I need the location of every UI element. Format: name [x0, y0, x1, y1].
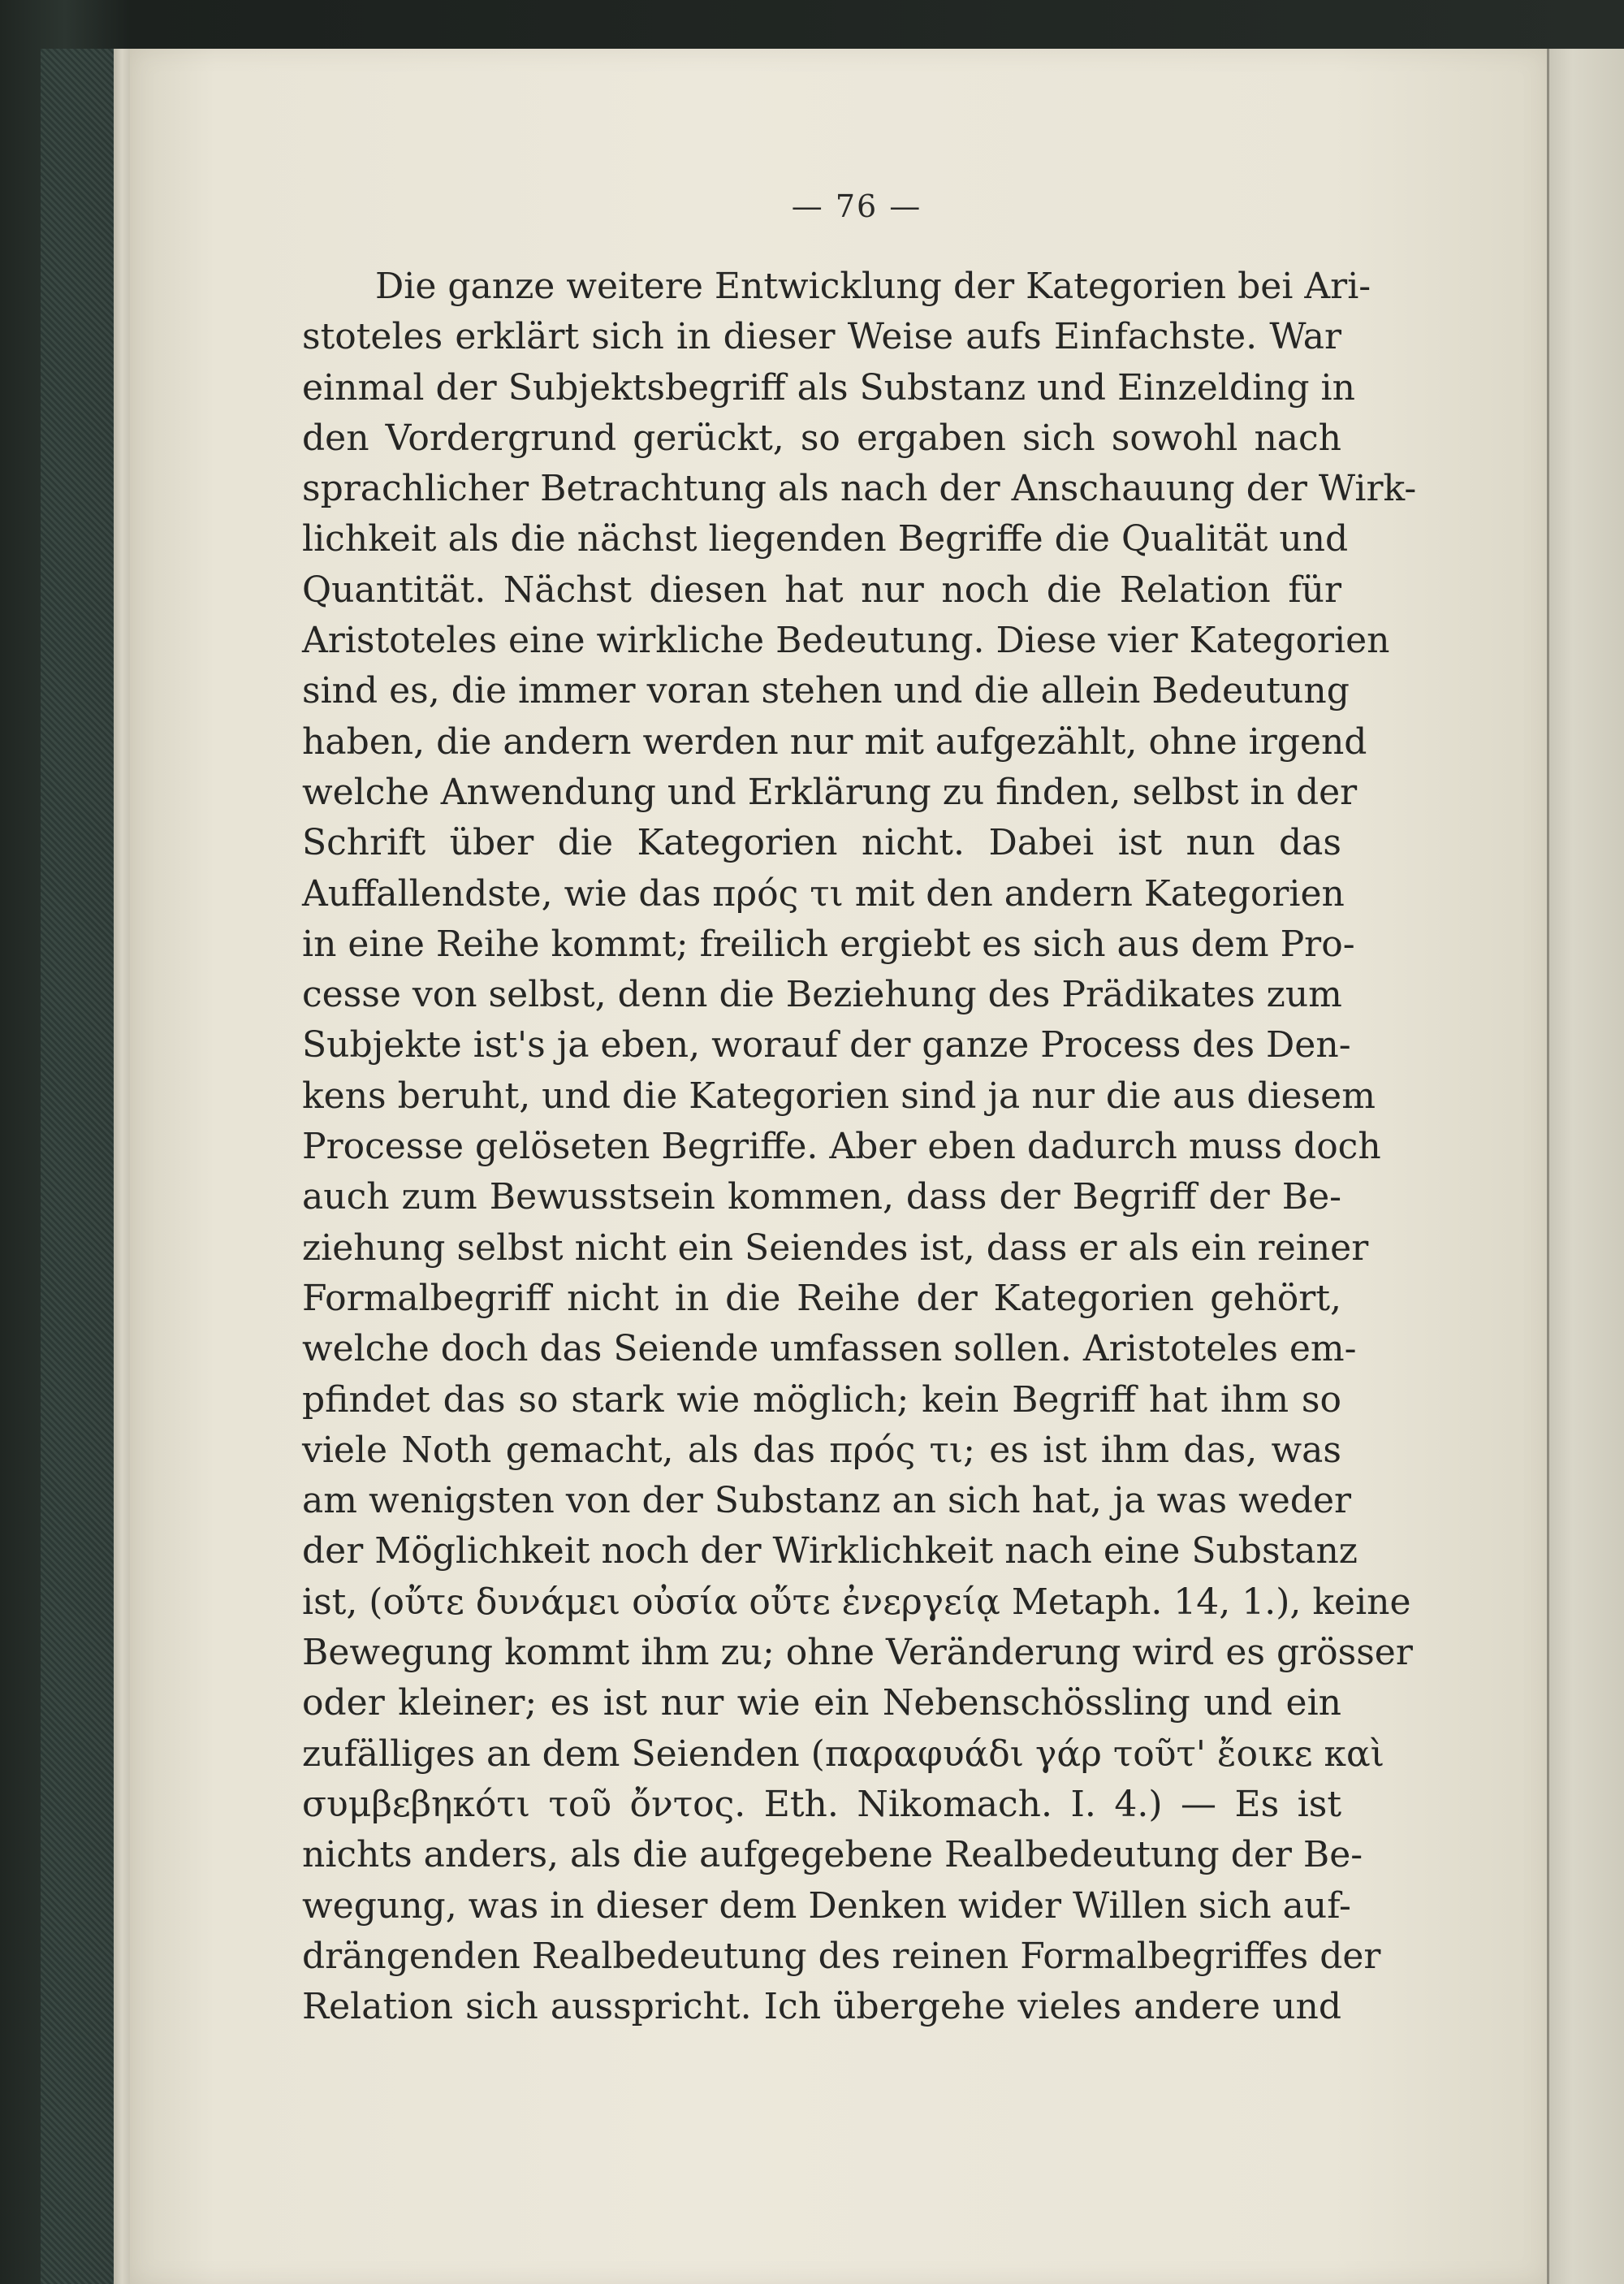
text-line: Die ganze weitere Entwicklung der Kategorien bei Ari-: [375, 266, 1371, 307]
text-line: wegung, was in dieser dem Denken wider Willen sich auf-: [302, 1884, 1351, 1927]
text-line: kens beruht, und die Kategorien sind ja nur die aus diesem: [302, 1075, 1376, 1117]
page-stack-edge: [114, 49, 130, 2284]
text-line: viele Noth gemacht, als das πρός τι; es ist ihm das, was: [302, 1429, 1341, 1471]
text-line: Formalbegriff nicht in die Reihe der Kategorien gehört,: [302, 1277, 1341, 1319]
text-line: sprachlicher Betrachtung als nach der Anschauung der Wirk-: [302, 468, 1417, 510]
text-line: einmal der Subjektsbegriff als Substanz und Einzelding in: [302, 366, 1355, 409]
text-line: Relation sich ausspricht. Ich übergehe vieles andere und: [302, 1986, 1341, 2028]
text-line: haben, die andern werden nur mit aufgezählt, ohne irgend: [302, 720, 1367, 763]
text-line: Processe gelöseten Begriffe. Aber eben dadurch muss doch: [302, 1126, 1381, 1168]
text-line: Auffallendste, wie das πρός τι mit den andern Kategorien: [302, 872, 1345, 915]
text-line: zufälliges an dem Seienden (παραφυάδι γάρ τοῦτ' ἔοικε καὶ: [302, 1732, 1384, 1775]
text-line: Schrift über die Kategorien nicht. Dabei ist nun das: [302, 822, 1341, 864]
page-number: — 76 —: [791, 188, 922, 224]
text-line: ziehung selbst nicht ein Seiendes ist, dass er als ein reiner: [302, 1226, 1369, 1269]
text-line: drängenden Realbedeutung des reinen Formalbegriffes der: [302, 1935, 1381, 1977]
text-line: oder kleiner; es ist nur wie ein Nebenschössling und ein: [302, 1682, 1341, 1724]
text-line: den Vordergrund gerückt, so ergaben sich sowohl nach: [302, 417, 1341, 459]
text-line: in eine Reihe kommt; freilich ergiebt es sich aus dem Pro-: [302, 923, 1355, 965]
text-line: sind es, die immer voran stehen und die allein Bedeutung: [302, 670, 1350, 712]
text-line: Quantität. Nächst diesen hat nur noch die Relation für: [302, 569, 1341, 611]
facing-page-edge: [1547, 49, 1624, 2284]
text-line: ist, (οὔτε δυνάμει οὐσία οὔτε ἐνεργείᾳ Metaph. 14, 1.), keine: [302, 1581, 1411, 1623]
text-line: συμβεβηκότι τοῦ ὄντος. Eth. Nikomach. I. 4.) — Es ist: [302, 1783, 1341, 1825]
text-line: Subjekte ist's ja eben, worauf der ganze Process des Den-: [302, 1024, 1351, 1066]
text-line: auch zum Bewusstsein kommen, dass der Begriff der Be-: [302, 1176, 1341, 1218]
text-line: lichkeit als die nächst liegenden Begriffe die Qualität und: [302, 518, 1349, 560]
text-line: welche doch das Seiende umfassen sollen. Aristoteles em-: [302, 1328, 1357, 1370]
text-line: welche Anwendung und Erklärung zu finden, selbst in der: [302, 771, 1358, 813]
body-text: [302, 262, 1417, 2032]
text-line: Aristoteles eine wirkliche Bedeutung. Diese vier Kategorien: [302, 620, 1390, 662]
text-line: nichts anders, als die aufgegebene Realbedeutung der Be-: [302, 1834, 1363, 1876]
text-line: Bewegung kommt ihm zu; ohne Veränderung wird es grösser: [302, 1632, 1413, 1674]
text-line: der Möglichkeit noch der Wirklichkeit nach eine Substanz: [302, 1530, 1358, 1572]
text-line: pfindet das so stark wie möglich; kein Begriff hat ihm so: [302, 1378, 1341, 1421]
text-line: stoteles erklärt sich in dieser Weise aufs Einfachste. War: [302, 316, 1341, 358]
text-line: am wenigsten von der Substanz an sich hat, ja was weder: [302, 1480, 1352, 1522]
text-line: cesse von selbst, denn die Beziehung des Prädikates zum: [302, 974, 1342, 1016]
